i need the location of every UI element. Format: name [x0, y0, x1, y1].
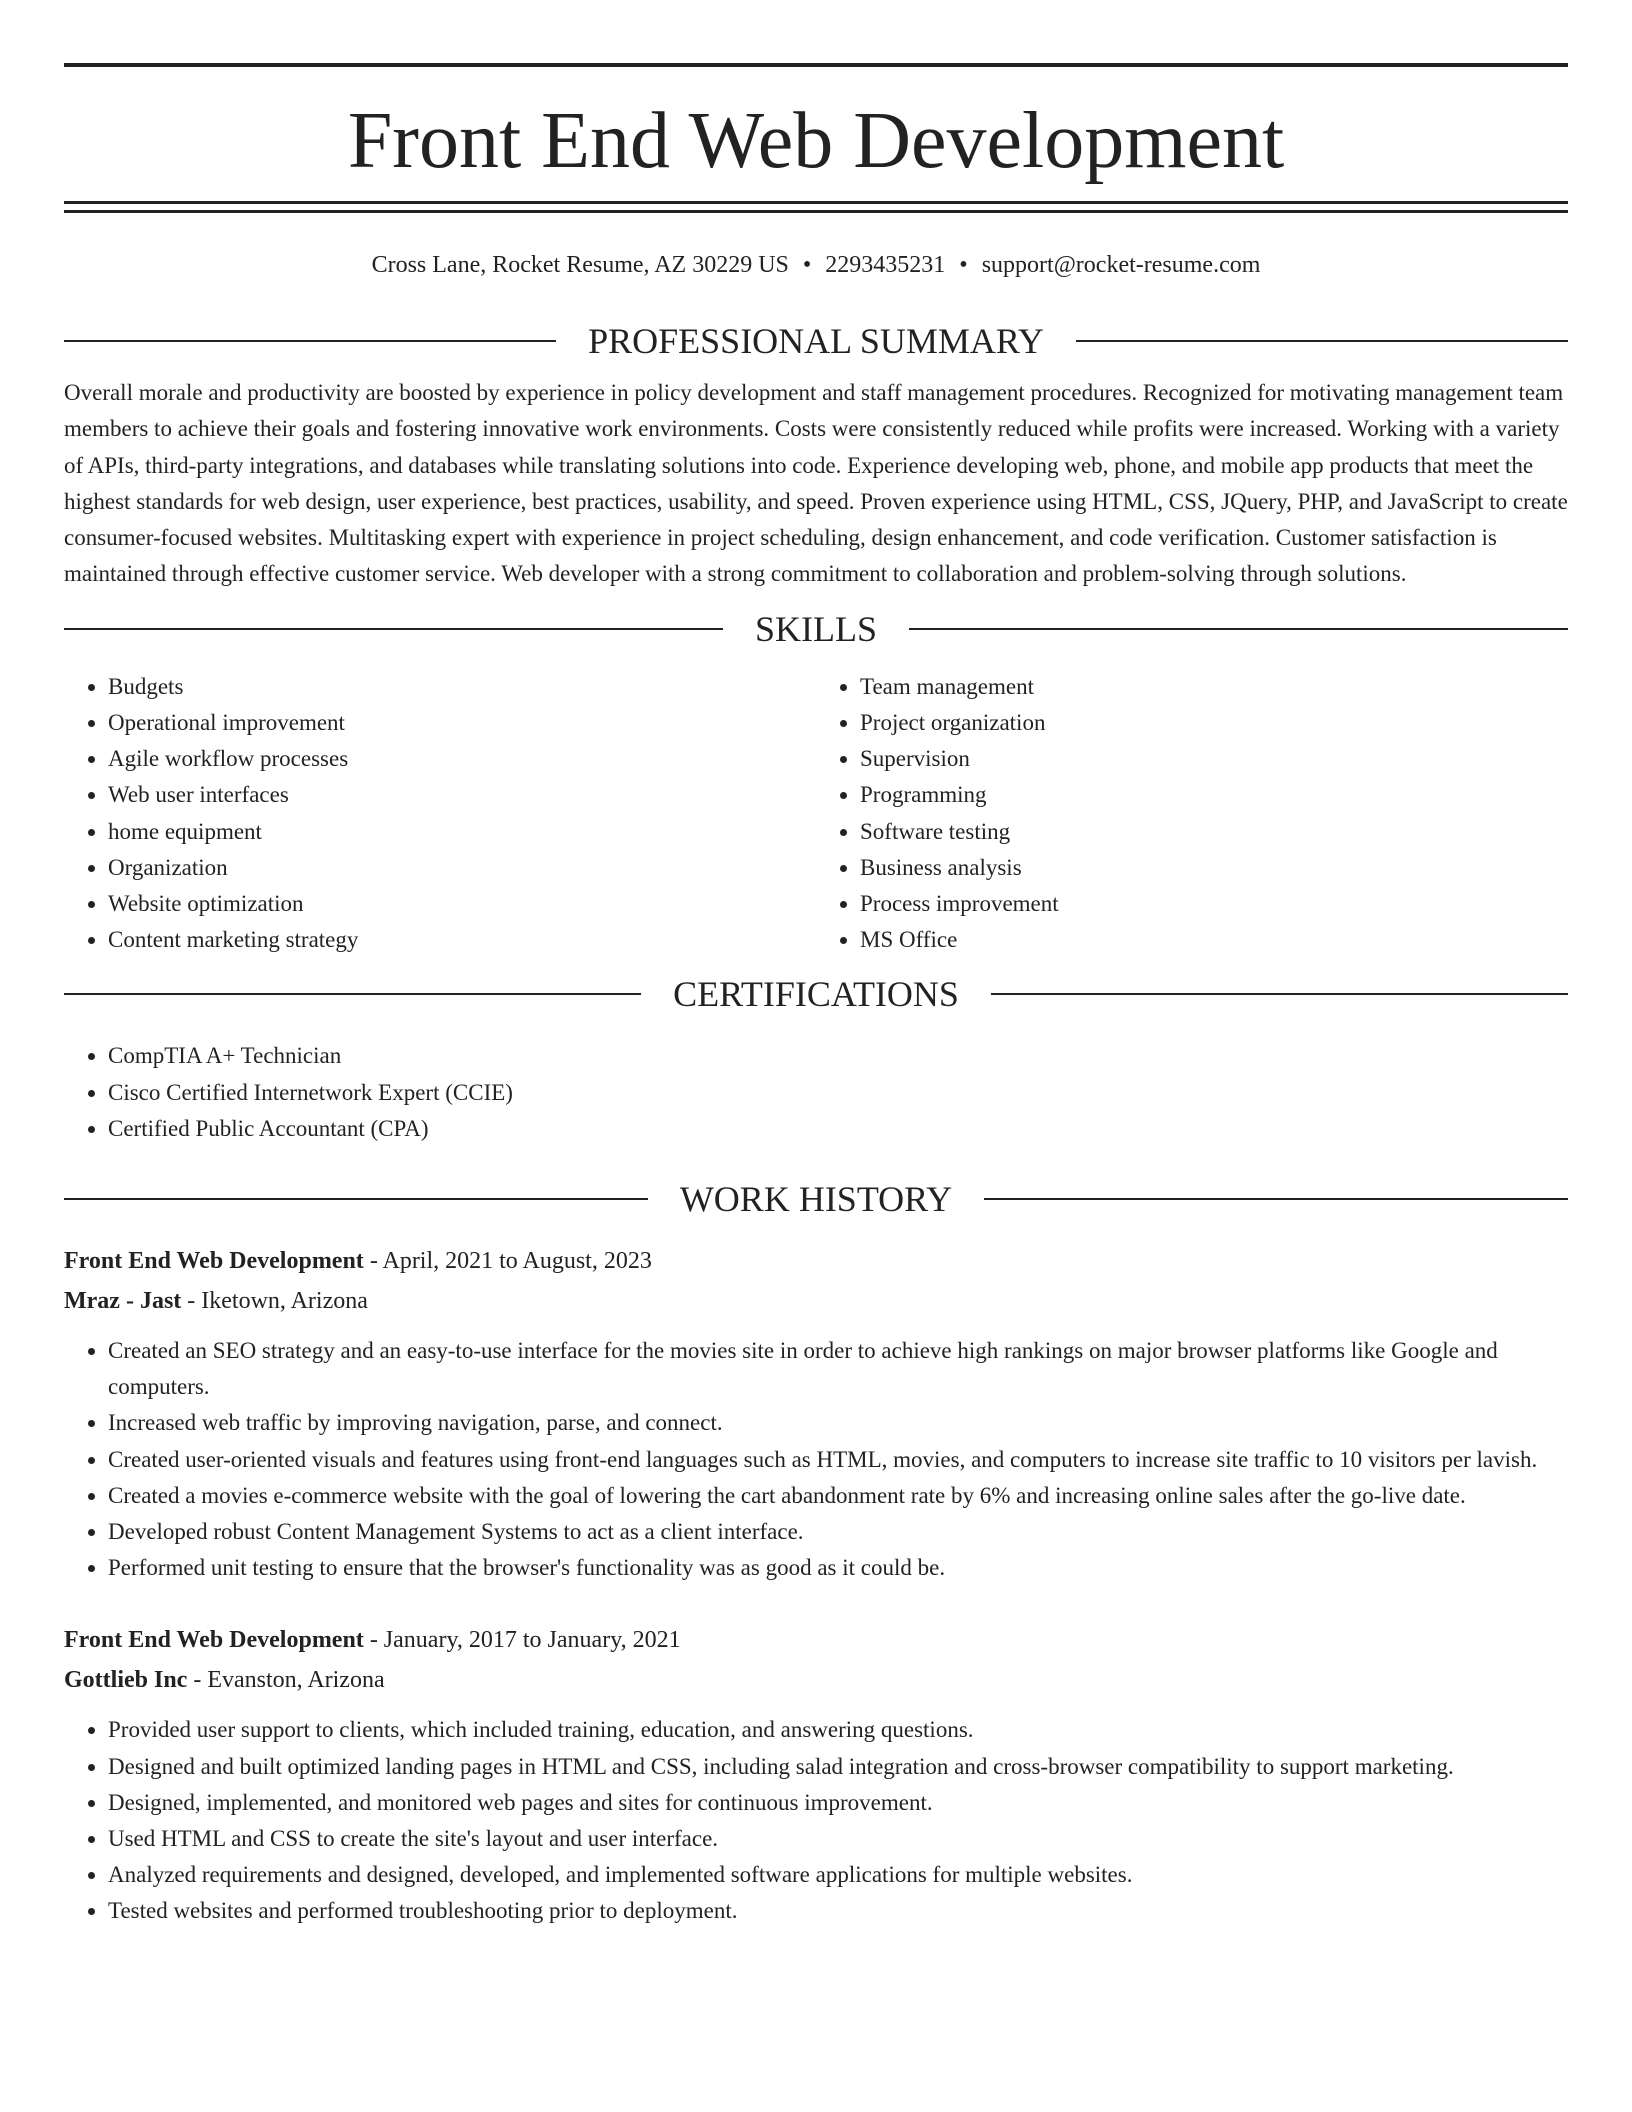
skill-item: • Software testing	[860, 814, 1568, 850]
job-dates: - January, 2017 to January, 2021	[363, 1627, 681, 1654]
job-company-line	[64, 1660, 1568, 1700]
title-double-rule	[64, 201, 1568, 213]
job-bullet: • Provided user support to clients, which included training, education, and answering questions.	[108, 1712, 1568, 1748]
job-title: Front End Web Development	[64, 1627, 364, 1654]
skill-item: • Process improvement	[860, 886, 1568, 922]
work-history-heading-label: WORK HISTORY	[679, 1179, 953, 1220]
job-bullet: • Designed, implemented, and monitored web pages and sites for continuous improvement.	[108, 1785, 1568, 1821]
job-bullet: • Developed robust Content Management Systems to act as a client interface.	[108, 1514, 1568, 1550]
summary-heading	[64, 321, 1568, 361]
contact-line	[64, 249, 1568, 281]
top-rule	[64, 63, 1568, 67]
skill-item: • Programming	[860, 777, 1568, 813]
certifications-heading-label: CERTIFICATIONS	[673, 974, 959, 1015]
job-bullets	[64, 1712, 1568, 1929]
job-bullet: • Created a movies e-commerce website with the goal of lowering the cart abandonment rate by 6% and increasing online sales after the go-live date.	[108, 1478, 1568, 1514]
work-history-heading	[64, 1179, 1568, 1219]
job-title-line	[64, 1620, 1568, 1660]
skill-item: • Content marketing strategy	[108, 922, 816, 958]
heading-rule-right	[909, 628, 1568, 630]
job-title: Front End Web Development	[64, 1248, 364, 1275]
job-bullet: • Used HTML and CSS to create the site's layout and user interface.	[108, 1821, 1568, 1857]
skills-heading	[64, 609, 1568, 649]
job-bullet: • Created user-oriented visuals and features using front-end languages such as HTML, movies, and computers to increase site traffic to 10 visitors per lavish.	[108, 1442, 1568, 1478]
certification-item: • Cisco Certified Internetwork Expert (CCIE)	[108, 1075, 1568, 1111]
contact-separator: •	[802, 252, 812, 278]
skill-item: • MS Office	[860, 922, 1568, 958]
contact-address: Cross Lane, Rocket Resume, AZ 30229 US	[371, 252, 789, 278]
job-bullet: • Analyzed requirements and designed, developed, and implemented software applications for multiple websites.	[108, 1857, 1568, 1893]
job-company: Mraz - Jast	[64, 1288, 182, 1315]
skills-heading-label: SKILLS	[755, 608, 878, 649]
certifications-list	[64, 1038, 1568, 1147]
skill-item: • Web user interfaces	[108, 777, 816, 813]
heading-rule-right	[1076, 340, 1568, 342]
skill-item: • Agile workflow processes	[108, 741, 816, 777]
skill-item: • Business analysis	[860, 850, 1568, 886]
skill-item: • Team management	[860, 669, 1568, 705]
job-company-line	[64, 1281, 1568, 1321]
job-dates: - April, 2021 to August, 2023	[363, 1248, 652, 1275]
heading-rule-left	[64, 628, 723, 630]
skill-item: • home equipment	[108, 814, 816, 850]
skill-item: • Budgets	[108, 669, 816, 705]
job-bullet: • Tested websites and performed troubleshooting prior to deployment.	[108, 1893, 1568, 1929]
job-bullet: • Increased web traffic by improving navigation, parse, and connect.	[108, 1405, 1568, 1441]
resume-content	[64, 63, 1568, 1930]
skills-list-left	[64, 669, 816, 959]
job-bullets	[64, 1333, 1568, 1586]
skills-list-right	[816, 669, 1568, 959]
skill-item: • Operational improvement	[108, 705, 816, 741]
heading-rule-left	[64, 993, 641, 995]
job-entry	[64, 1241, 1568, 1586]
job-bullet: • Created an SEO strategy and an easy-to-use interface for the movies site in order to achieve high rankings on major browser platforms like Google and computers.	[108, 1333, 1568, 1405]
job-bullet: • Performed unit testing to ensure that the browser's functionality was as good as it could be.	[108, 1550, 1568, 1586]
skills-columns	[64, 669, 1568, 959]
contact-separator: •	[959, 252, 968, 278]
certification-item: • Certified Public Accountant (CPA)	[108, 1111, 1568, 1147]
certifications-heading	[64, 974, 1568, 1014]
heading-rule-left	[64, 340, 556, 342]
skill-item: • Organization	[108, 850, 816, 886]
contact-phone: 2293435231	[825, 252, 946, 278]
job-company: Gottlieb Inc	[64, 1667, 188, 1694]
page-title: Front End Web Development	[347, 97, 1285, 185]
skill-item: • Website optimization	[108, 886, 816, 922]
job-title-line	[64, 1241, 1568, 1281]
summary-text: Overall morale and productivity are boosted by experience in policy development and staff management procedures. Recognized for motivating management team members to achieve their goals and fostering innovative work environments. Costs were consistently reduced while profits were increased. Working with a variety of APIs, third-party integrations, and databases while translating solutions into code. Experience developing web, phone, and mobile app products that meet the highest standards for web design, user experience, best practices, usability, and speed. Proven experience using HTML, CSS, JQuery, PHP, and JavaScript to create consumer-focused websites. Multitasking expert with experience in project scheduling, design enhancement, and code verification. Customer satisfaction is maintained through effective customer service. Web developer with a strong commitment to collaboration and problem-solving through solutions.	[64, 380, 1568, 587]
contact-email: support@rocket-resume.com	[981, 252, 1261, 278]
heading-rule-right	[991, 993, 1568, 995]
certification-item: • CompTIA A+ Technician	[108, 1038, 1568, 1074]
summary-heading-label: PROFESSIONAL SUMMARY	[588, 321, 1044, 361]
heading-rule-left	[64, 1198, 648, 1200]
heading-rule-right	[984, 1198, 1568, 1200]
job-bullet: • Designed and built optimized landing pages in HTML and CSS, including salad integration and cross-browser compatibility to support marketing.	[108, 1749, 1568, 1785]
job-location: - Evanston, Arizona	[187, 1667, 385, 1694]
job-location: - Iketown, Arizona	[181, 1288, 368, 1315]
job-entry	[64, 1620, 1568, 1929]
skill-item: • Supervision	[860, 741, 1568, 777]
skill-item: • Project organization	[860, 705, 1568, 741]
